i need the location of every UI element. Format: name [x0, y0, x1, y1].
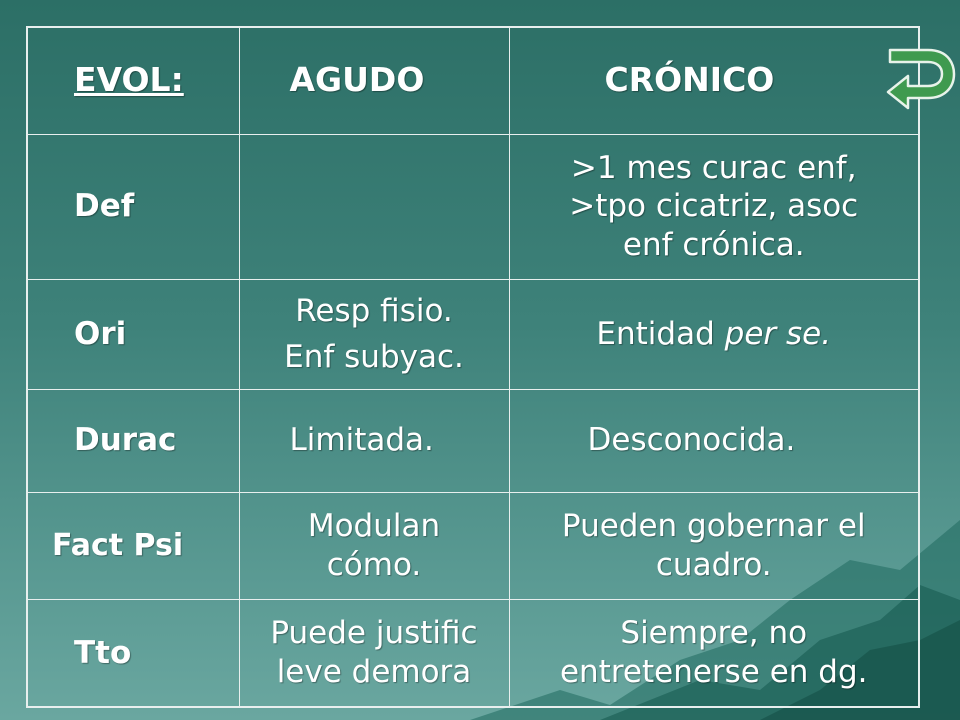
cell-tto-cronico: Siempre, no entretenerse en dg.: [509, 599, 919, 707]
row-label-ori: Ori: [27, 279, 239, 389]
comparison-table: [26, 26, 920, 708]
cell-ori-agudo: Resp fisio. Enf subyac.: [239, 279, 509, 389]
cell-fact-psi-agudo: Modulan cómo.: [239, 492, 509, 599]
row-label-fact-psi: Fact Psi: [27, 492, 239, 599]
table-row-ori: [27, 279, 919, 389]
cell-def-agudo: [239, 134, 509, 279]
cell-fact-psi-cronico: Pueden gobernar el cuadro.: [509, 492, 919, 599]
header-cronico: CRÓNICO: [509, 27, 919, 134]
cell-durac-cronico: Desconocida.: [509, 389, 919, 492]
u-turn-arrow-icon[interactable]: [884, 44, 960, 110]
row-label-tto: Tto: [27, 599, 239, 707]
cell-tto-agudo: Puede justific leve demora: [239, 599, 509, 707]
cell-ori-cronico: Entidad per se.: [509, 279, 919, 389]
table-row-def: [27, 134, 919, 279]
header-agudo: AGUDO: [239, 27, 509, 134]
row-label-durac: Durac: [27, 389, 239, 492]
header-evol: EVOL:: [27, 27, 239, 134]
table-row-durac: [27, 389, 919, 492]
cell-def-cronico: >1 mes curac enf, >tpo cicatriz, asoc enf crónica.: [509, 134, 919, 279]
header-row: [27, 27, 919, 134]
cell-durac-agudo: Limitada.: [239, 389, 509, 492]
table-row-fact-psi: [27, 492, 919, 599]
row-label-def: Def: [27, 134, 239, 279]
table-row-tto: [27, 599, 919, 707]
